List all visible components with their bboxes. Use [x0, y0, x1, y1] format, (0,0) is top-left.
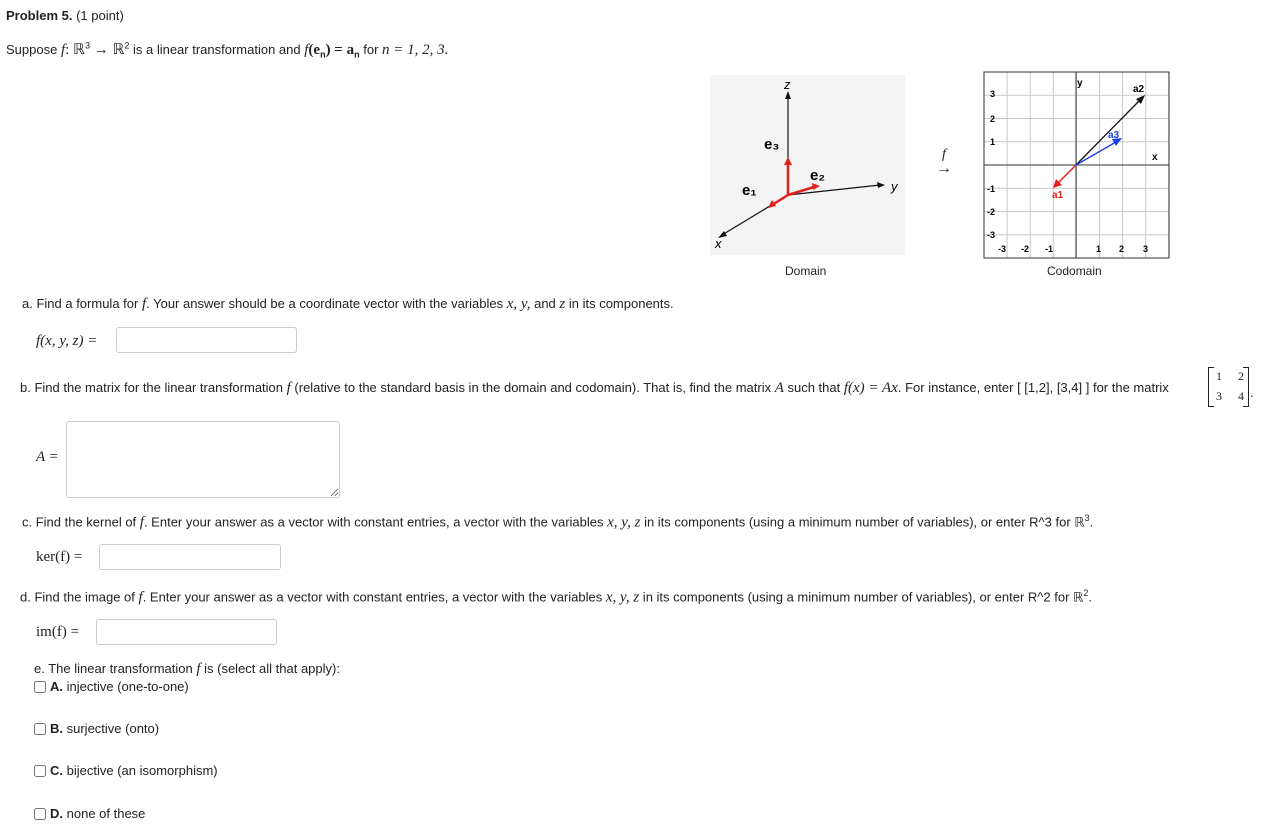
intro-arrow: → ℝ [89, 42, 125, 58]
image-input[interactable] [96, 619, 277, 645]
matrix-entry: 4 [1238, 389, 1244, 403]
part-c-text: . [1089, 514, 1094, 530]
option-none-checkbox[interactable] [34, 808, 46, 820]
part-a-prompt [22, 296, 674, 313]
option-key: C. [50, 763, 63, 778]
option-key: B. [50, 721, 63, 736]
part-e-text: e. The linear transformation [34, 661, 197, 676]
a1-label: a1 [1052, 190, 1064, 201]
part-c-prompt [22, 513, 1093, 531]
part-a-text: . Your answer should be a coordinate vector with the variables [146, 296, 507, 311]
problem-header [6, 8, 124, 23]
part-c-f: f [139, 514, 144, 531]
domain-caption: Domain [785, 264, 827, 278]
option-label: bijective (an isomorphism) [66, 763, 218, 778]
option-surjective-checkbox[interactable] [34, 723, 46, 735]
xtick-label: -2 [1021, 244, 1030, 254]
intro-dom-exp: 3 [84, 40, 90, 51]
map-arrow-glyph: → [936, 160, 952, 177]
ytick-label: 2 [990, 114, 996, 124]
part-a-text: and [530, 296, 560, 311]
a3-label: a3 [1108, 130, 1120, 141]
part-d-exp: 2 [1083, 588, 1089, 598]
domain-x-label: x [715, 236, 722, 251]
matrix-entry: 1 [1216, 369, 1222, 383]
part-a-label: f(x, y, z) = [36, 333, 98, 349]
codomain-figure [982, 70, 1172, 260]
option-label: none of these [66, 806, 146, 821]
part-b-A: A [774, 380, 784, 396]
part-c-vars: x, y, z [607, 514, 641, 531]
part-d-text: . Enter your answer as a vector with constant entries, a vector with the variables [142, 589, 606, 605]
part-a-vars: x, y, [506, 296, 531, 312]
part-d-text: in its components (using a minimum number of variables), or enter R^2 for ℝ [639, 589, 1084, 605]
xtick-label: -3 [998, 244, 1007, 254]
option-injective-checkbox[interactable] [34, 681, 46, 693]
part-b-text: . For instance, enter [ [1,2], [3,4] ] for the matrix [897, 380, 1169, 395]
option-key: A. [50, 679, 63, 694]
problem-intro [6, 40, 448, 60]
part-b-matrix-input[interactable] [66, 421, 340, 498]
part-b-f: f [286, 380, 291, 396]
a1-vector [1058, 165, 1076, 183]
matrix-entry: 2 [1238, 369, 1244, 383]
intro-linear-text: is a linear transformation and [129, 42, 305, 57]
intro-en: (e [308, 42, 321, 58]
domain-background [710, 75, 905, 255]
xtick-label: 3 [1143, 244, 1149, 254]
intro-cod-exp: 2 [124, 40, 130, 51]
part-b-text: (relative to the standard basis in the domain and codomain). That is, find the matrix [290, 380, 775, 395]
part-c-label: ker(f) = [36, 549, 83, 565]
part-c-text: in its components (using a minimum number of variables), or enter R^3 for ℝ [640, 514, 1085, 530]
part-d-text: d. Find the image of [20, 589, 139, 605]
ytick-label: -3 [987, 230, 996, 240]
part-d-f: f [138, 589, 143, 606]
part-a-text: in its components. [565, 296, 674, 311]
xtick-label: 2 [1119, 244, 1125, 254]
a2-label: a2 [1133, 84, 1145, 95]
option-bijective[interactable] [34, 763, 218, 778]
intro-eq: ) = a [325, 42, 355, 58]
e1-label: e₁ [742, 182, 757, 199]
part-e-prompt [34, 661, 340, 678]
xtick-label: 1 [1096, 244, 1102, 254]
part-a-f: f [141, 296, 147, 312]
part-d-text: . [1088, 589, 1092, 605]
part-a-z: z [559, 296, 566, 312]
ytick-label: 1 [990, 137, 996, 147]
option-key: D. [50, 806, 63, 821]
domain-y-label: y [891, 179, 898, 194]
ytick-label: -1 [987, 184, 996, 194]
part-b-fx: f(x) = Ax [843, 380, 898, 396]
part-b-label: A = [36, 449, 59, 465]
codomain-y-label: y [1077, 78, 1083, 89]
xtick-label: -1 [1045, 244, 1054, 254]
intro-f2: f [304, 42, 309, 58]
problem-title: Problem 5. [6, 8, 73, 23]
map-arrow [934, 148, 954, 176]
part-b-text: b. Find the matrix for the linear transformation [20, 380, 287, 395]
e3-label: e₃ [764, 136, 780, 153]
domain-z-label: z [784, 77, 791, 92]
part-d-prompt [20, 588, 1092, 606]
option-surjective[interactable] [34, 721, 159, 736]
example-matrix: 1 2 3 4 . [1208, 367, 1253, 407]
part-b-text: such that [783, 380, 844, 395]
intro-an-sub: n [354, 49, 360, 60]
ytick-label: -2 [987, 207, 996, 217]
kernel-input[interactable] [99, 544, 281, 570]
part-e-f: f [196, 661, 201, 677]
intro-n-sub: n [320, 49, 326, 60]
intro-for: for [359, 42, 383, 57]
intro-map: : ℝ [65, 42, 85, 58]
domain-figure [710, 75, 905, 255]
intro-f: f [60, 42, 66, 58]
codomain-caption: Codomain [1047, 264, 1102, 278]
option-label: injective (one-to-one) [66, 679, 189, 694]
part-e-text: is (select all that apply): [200, 661, 340, 676]
intro-n-values: n = 1, 2, 3. [382, 42, 449, 58]
part-b-prompt [20, 380, 1169, 397]
part-c-text: . Enter your answer as a vector with constant entries, a vector with the variables [143, 514, 608, 530]
part-a-input[interactable] [116, 327, 297, 353]
part-d-label: im(f) = [36, 624, 80, 640]
e2-label: e₂ [810, 167, 826, 184]
option-label: surjective (onto) [66, 721, 160, 736]
matrix-entry: 3 [1216, 389, 1222, 403]
option-injective[interactable] [34, 679, 189, 694]
problem-points: (1 point) [76, 8, 124, 23]
option-bijective-checkbox[interactable] [34, 765, 46, 777]
part-a-text: a. Find a formula for [22, 296, 142, 311]
part-d-vars: x, y, z [605, 589, 640, 606]
option-none[interactable] [34, 806, 145, 821]
part-c-exp: 3 [1084, 513, 1090, 523]
part-c-text: c. Find the kernel of [22, 514, 140, 530]
codomain-x-label: x [1152, 152, 1158, 163]
map-f: f [942, 147, 946, 162]
ytick-label: 3 [990, 89, 996, 99]
intro-text: Suppose [6, 42, 58, 57]
